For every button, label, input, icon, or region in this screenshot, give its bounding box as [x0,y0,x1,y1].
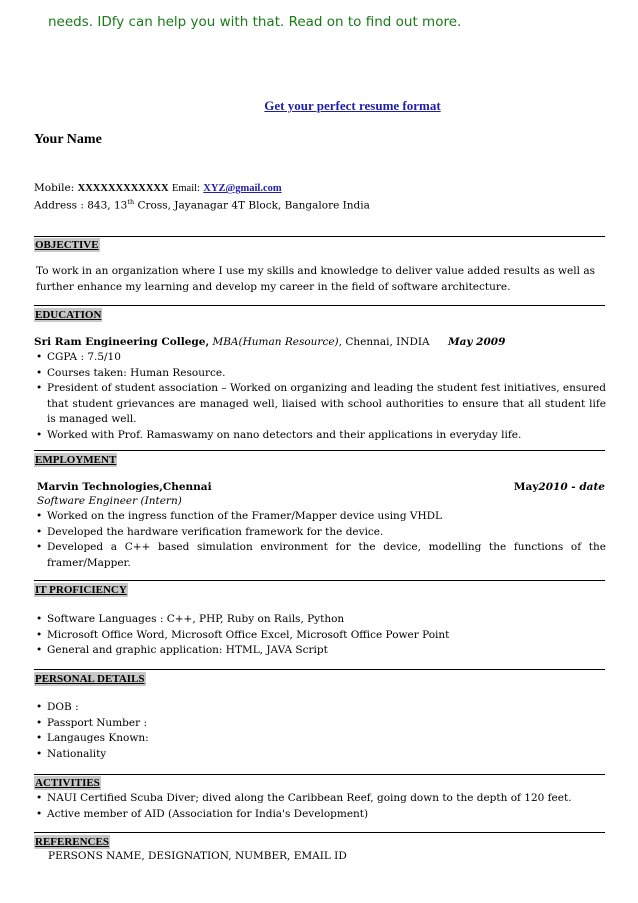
education-list [34,350,606,443]
email-label: Email: [171,183,200,194]
contact-line [34,182,282,194]
list-item: • DOB : [34,700,606,716]
list-item: • Worked with Prof. Ramaswamy on nano detectors and their applications in everyday life. [34,428,606,444]
section-divider [34,774,605,775]
references-heading: REFERENCES [35,836,109,848]
degree: MBA(Human Resource), [212,336,342,348]
address-line [34,198,370,212]
address-ordinal: th [127,198,135,206]
section-divider [34,669,605,670]
activities-heading: ACTIVITIES [35,777,100,789]
company-name: Marvin Technologies,Chennai [37,481,212,493]
list-item: • Courses taken: Human Resource. [34,366,606,382]
it-proficiency-list [34,612,606,659]
section-divider [34,450,605,451]
personal-details-heading: PERSONAL DETAILS [35,673,145,685]
employment-date-month: May [513,481,539,493]
section-divider [34,580,605,581]
mobile-label: Mobile: [34,182,75,194]
objective-text: To work in an organization where I use my skills and knowledge to deliver value added results as well as further enhance my learning and develop my career in the field of software architecture. [36,265,595,293]
list-item: • Langauges Known: [34,731,606,747]
address-suffix: Cross, Jayanagar 4T Block, Bangalore India [134,199,370,212]
section-divider [34,832,605,833]
section-divider [34,305,605,306]
mobile-value: XXXXXXXXXXXX [77,183,169,194]
list-item: • Active member of AID (Association for India's Development) [34,807,606,823]
list-item: • Nationality [34,747,606,763]
employment-entry [37,481,605,493]
references-text: PERSONS NAME, DESIGNATION, NUMBER, EMAIL ID [48,850,347,862]
education-heading: EDUCATION [35,309,102,321]
list-item: • President of student association – Worked on organizing and leading the student fest initiatives, ensured that student grievances are managed well, liaised with school authorities to ensure that all student life is managed well. [34,381,606,428]
personal-details-list [34,700,606,762]
address-prefix: Address : 843, 13 [34,199,128,212]
list-item: • CGPA : 7.5/10 [34,350,606,366]
objective-heading: OBJECTIVE [35,239,99,251]
list-item: • General and graphic application: HTML, JAVA Script [34,643,606,659]
section-divider [34,236,605,237]
employment-heading: EMPLOYMENT [35,454,117,466]
college-location: Chennai, INDIA [345,336,430,348]
email-link[interactable]: XYZ@gmail.com [203,183,282,194]
list-item: • Passport Number : [34,716,606,732]
employment-list [34,509,606,571]
candidate-name: Your Name [34,132,102,147]
education-entry [34,336,605,348]
list-item: • Microsoft Office Word, Microsoft Office Excel, Microsoft Office Power Point [34,628,606,644]
job-role: Software Engineer (Intern) [37,495,182,507]
list-item: • Developed the hardware verification framework for the device. [34,525,606,541]
list-item: • NAUI Certified Scuba Diver; dived along the Caribbean Reef, going down to the depth of 120 feet. [34,791,606,807]
list-item: • Software Languages : C++, PHP, Ruby on Rails, Python [34,612,606,628]
it-proficiency-heading: IT PROFICIENCY [35,584,127,596]
college-name: Sri Ram Engineering College, [34,336,210,348]
resume-format-link[interactable]: Get your perfect resume format [264,98,441,113]
intro-text: needs. IDfy can help you with that. Read on to find out more. [48,14,462,30]
activities-list [34,791,606,822]
list-item: • Developed a C++ based simulation environment for the device, modelling the functions of the framer/Mapper. [34,540,606,571]
employment-date-range: 2010 - date [538,481,605,493]
list-item: • Worked on the ingress function of the Framer/Mapper device using VHDL [34,509,606,525]
education-date: May 2009 [448,336,506,348]
